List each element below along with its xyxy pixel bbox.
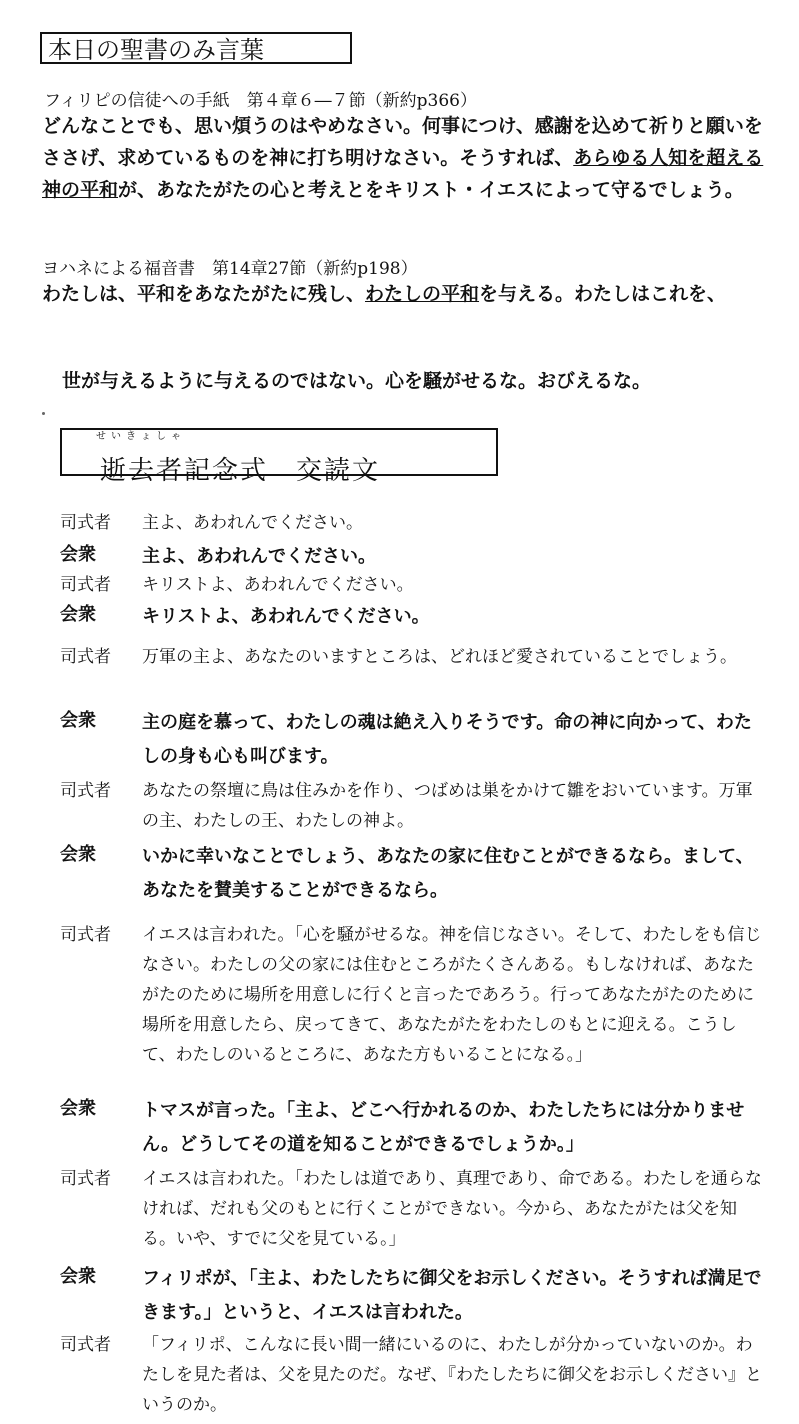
- role-congregation: 会衆: [60, 1266, 96, 1287]
- liturgy-text: イエスは言われた。「わたしは道であり、真理であり、命である。わたしを通らなければ、だれも父のもとに行くことができない。今から、あなたがたは父を知る。いや、すでに父を見ている。」: [142, 1169, 762, 1249]
- role-officiant: 司式者: [60, 575, 111, 595]
- liturgy-header: [60, 428, 498, 486]
- role-congregation: 会衆: [60, 604, 96, 625]
- role-officiant: 司式者: [60, 513, 111, 533]
- role-officiant: 司式者: [60, 781, 111, 801]
- reading2-text: [42, 278, 782, 310]
- reading1-text-a: どんなことでも、思い煩うのはやめなさい。何事につけ、感謝を込めて祈りと願いをささげ、求めているものを神に打ち明けなさい。そうすれば、: [42, 115, 763, 169]
- liturgy-header-title: 逝去者記念式 交読文: [100, 456, 381, 486]
- role-congregation: 会衆: [60, 844, 96, 865]
- liturgy-text: あなたの祭壇に鳥は住みかを作り、つばめは巣をかけて雛をおいています。万軍の主、わたしの王、わたしの神よ。: [142, 781, 753, 831]
- reading2-underlined: わたしの平和: [365, 283, 480, 305]
- liturgy-text: キリストよ、あわれんでください。: [142, 606, 430, 627]
- scripture-header: [40, 32, 352, 64]
- reading1-source: フィリピの信徒への手紙 第４章６―７節（新約p366）: [44, 91, 477, 111]
- role-congregation: 会衆: [60, 544, 96, 565]
- reading1-underlined: あらゆる人知を超える神の平和: [42, 147, 764, 201]
- scripture-header-title: 本日の聖書のみ言葉: [48, 36, 264, 64]
- role-congregation: 会衆: [60, 710, 96, 731]
- liturgy-text: 「フィリポ、こんなに長い間一緒にいるのに、わたしが分かっていないのか。わたしを見た者は、父を見たのだ。なぜ、『わたしたちに御父をお示しください』というのか。: [142, 1335, 762, 1415]
- role-congregation: 会衆: [60, 1098, 96, 1119]
- liturgy-text: キリストよ、あわれんでください。: [142, 575, 414, 595]
- liturgy-text: フィリポが、「主よ、わたしたちに御父をお示しください。そうすれば満足できます。」というと、イエスは言われた。: [142, 1268, 762, 1323]
- reading2-text-b: を与える。わたしはこれを、: [479, 283, 727, 305]
- role-officiant: 司式者: [60, 1169, 111, 1189]
- reading2-text-c: 世が与えるように与えるのではない。心を騒がせるな。おびえるな。: [62, 370, 652, 392]
- liturgy-text: 主の庭を慕って、わたしの魂は絶え入りそうです。命の神に向かって、わたしの身も心も叫びます。: [142, 712, 752, 767]
- liturgy-text: いかに幸いなことでしょう、あなたの家に住むことができるなら。まして、あなたを賛美することができるなら。: [142, 846, 754, 901]
- liturgy-text: 主よ、あわれんでください。: [142, 546, 376, 567]
- role-officiant: 司式者: [60, 647, 111, 667]
- liturgy-text: 万軍の主よ、あなたのいますところは、どれほど愛されていることでしょう。: [142, 647, 737, 667]
- role-officiant: 司式者: [60, 925, 111, 945]
- reading1-text-b: が、あなたがたの心と考えとをキリスト・イエスによって守るでしょう。: [118, 179, 744, 201]
- liturgy-text: トマスが言った。「主よ、どこへ行かれるのか、わたしたちには分かりません。どうしてその道を知ることができるでしょうか。」: [142, 1100, 745, 1155]
- reading1-text: [42, 110, 772, 206]
- role-officiant: 司式者: [60, 1335, 111, 1355]
- speck: [42, 412, 45, 415]
- liturgy-text: 主よ、あわれんでください。: [142, 513, 363, 533]
- liturgy-header-ruby: せいきょしゃ: [96, 431, 186, 442]
- reading2-source: ヨハネによる福音書 第14章27節（新約p198）: [42, 259, 418, 279]
- reading2-text-a: わたしは、平和をあなたがたに残し、: [42, 283, 366, 305]
- liturgy-text: イエスは言われた。「心を騒がせるな。神を信じなさい。そして、わたしをも信じなさい。わたしの父の家には住むところがたくさんある。もしなければ、あなたがたのために場所を用意しに行くと言ったであろう。行ってあなたがたのために場所を用意したら、戻ってきて、あなたがたをわたしのもとに迎える。こうして、わたしのいるところに、あなた方もいることになる。」: [142, 925, 762, 1065]
